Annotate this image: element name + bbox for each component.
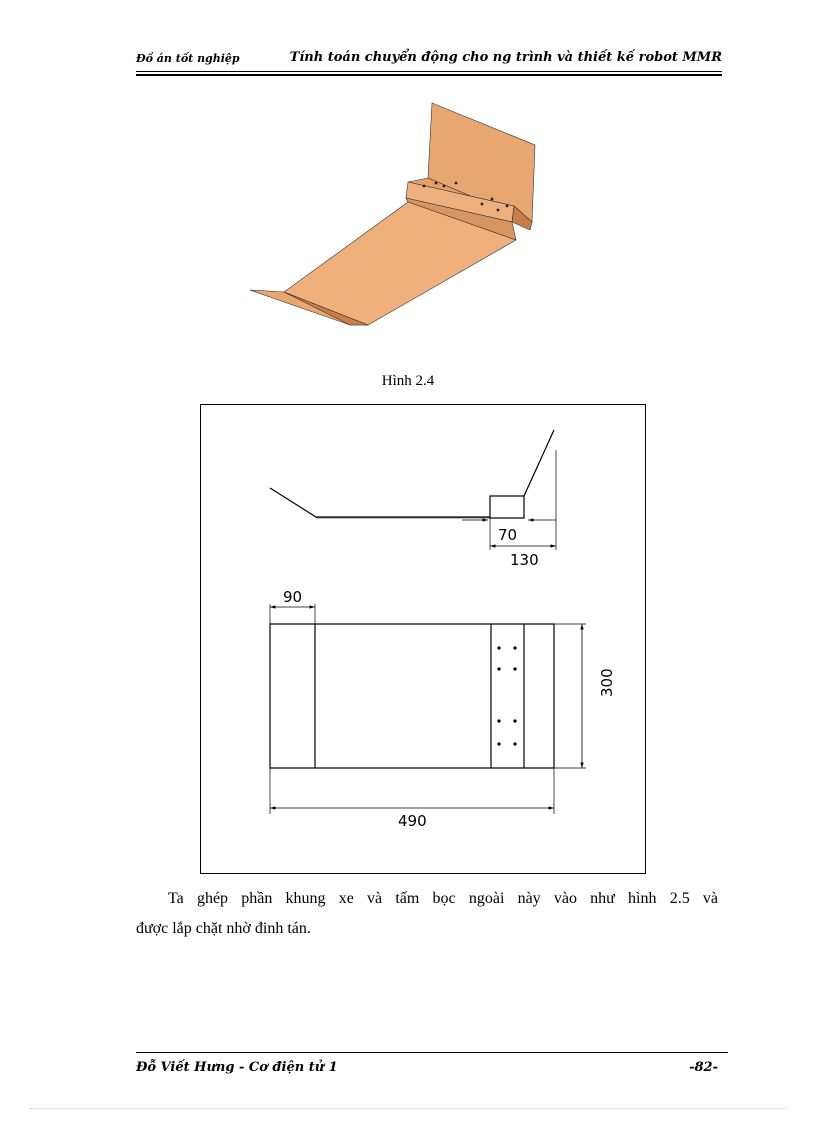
technical-drawing	[199, 404, 647, 875]
page-number: -82-	[689, 1060, 718, 1075]
cover-plate-3d-render	[240, 95, 550, 335]
paragraph-line-2: được lắp chặt nhờ đinh tán.	[136, 920, 311, 937]
dim-130: 130	[510, 551, 539, 569]
header-rule-thick	[136, 74, 722, 76]
dim-90: 90	[283, 588, 303, 606]
page-edge	[30, 1108, 786, 1109]
header-left-title: Đồ án tốt nghiệp	[136, 52, 240, 65]
paragraph-line-1: Ta ghép phần khung xe và tấm bọc ngoài này vào như hình 2.5 và	[168, 890, 718, 907]
dim-300: 300	[598, 668, 616, 697]
footer-rule	[136, 1052, 728, 1053]
drawing-frame	[201, 405, 646, 874]
header-right-title: Tính toán chuyển động cho ng trình và thiết kế robot MMR	[289, 50, 722, 65]
dim-490: 490	[398, 812, 427, 830]
dim-70: 70	[498, 526, 518, 544]
figure-caption: Hình 2.4	[381, 373, 435, 389]
body-paragraph	[136, 884, 718, 944]
header-rule-thin	[136, 71, 722, 72]
plan-view	[270, 604, 586, 814]
footer-author: Đỗ Viết Hưng - Cơ điện tử 1	[136, 1060, 338, 1075]
plan-holes	[497, 646, 516, 745]
